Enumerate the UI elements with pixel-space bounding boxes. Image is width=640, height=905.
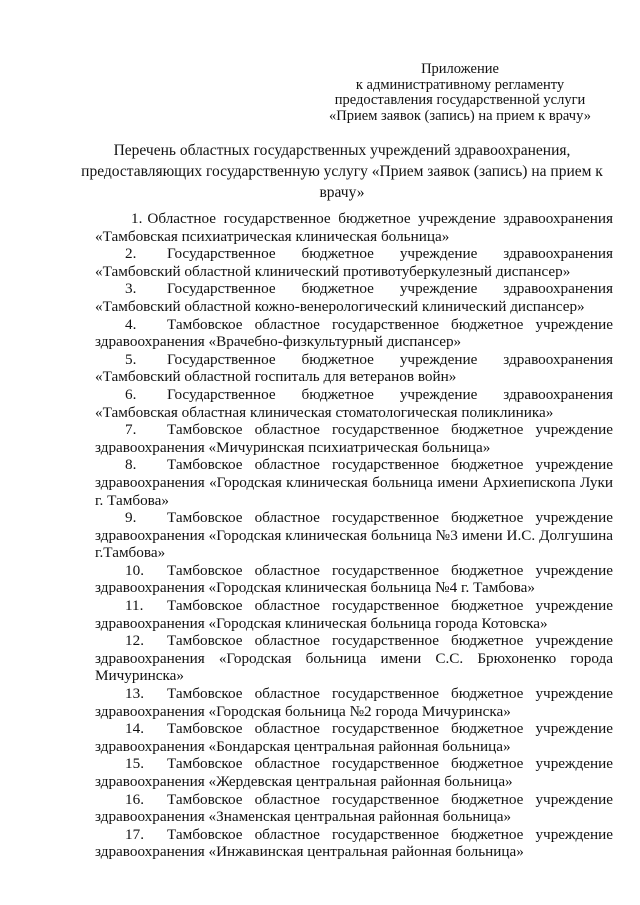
institution-list xyxy=(95,210,613,861)
list-item xyxy=(95,826,613,861)
appendix-line: предоставления государственной услуги xyxy=(334,92,586,108)
list-item-text: Областное государственное бюджетное учреждение здравоохранения «Тамбовская психиатрическая клиническая больница» xyxy=(95,210,613,245)
list-item xyxy=(95,755,613,790)
list-item-text: Тамбовское областное государственное бюджетное учреждение здравоохранения «Городская клиническая больница №3 имени И.С. Долгушина г.Тамбова» xyxy=(95,509,613,562)
list-item-text: Тамбовское областное государственное бюджетное учреждение здравоохранения «Бондарская центральная районная больница» xyxy=(95,720,613,755)
list-item-number: 6. xyxy=(125,385,137,403)
list-item-number: 16. xyxy=(125,790,144,808)
list-item-text: Тамбовское областное государственное бюджетное учреждение здравоохранения «Жердевская центральная районная больница» xyxy=(95,755,613,790)
list-item-text: Тамбовское областное государственное бюджетное учреждение здравоохранения «Мичуринская психиатрическая больница» xyxy=(95,421,613,456)
list-item-number: 1. xyxy=(131,210,143,227)
list-item-number: 12. xyxy=(125,632,144,650)
list-item-text: Тамбовское областное государственное бюджетное учреждение здравоохранения «Инжавинская центральная районная больница» xyxy=(95,825,613,861)
list-item xyxy=(95,280,613,315)
list-item-number: 4. xyxy=(125,315,137,333)
list-item-number: 11. xyxy=(125,597,144,615)
appendix-line: к административному регламенту xyxy=(355,76,565,93)
list-item-number: 13. xyxy=(125,685,144,703)
list-item xyxy=(95,720,613,755)
appendix-header xyxy=(300,62,620,124)
list-item-number: 5. xyxy=(125,350,137,368)
list-item-text: Тамбовское областное государственное бюджетное учреждение здравоохранения «Врачебно-физкультурный диспансер» xyxy=(95,315,613,351)
list-item xyxy=(95,351,613,386)
list-item-number: 3. xyxy=(125,280,137,298)
list-item-number: 10. xyxy=(125,561,144,579)
list-item-text: Государственное бюджетное учреждение здравоохранения «Тамбовский областной кожно-венерологический клинический диспансер» xyxy=(95,280,613,315)
appendix-line: «Прием заявок (запись) на прием к врачу» xyxy=(329,107,591,124)
list-item xyxy=(95,632,613,685)
list-item xyxy=(95,456,613,509)
list-item-text: Государственное бюджетное учреждение здравоохранения «Тамбовский областной клинический противотуберкулезный диспансер» xyxy=(95,245,613,280)
list-item-number: 17. xyxy=(125,825,144,843)
list-item xyxy=(95,597,613,632)
list-item-number: 2. xyxy=(125,245,137,263)
appendix-line: Приложение xyxy=(421,61,499,77)
list-item xyxy=(95,791,613,826)
list-item-text: Тамбовское областное государственное бюджетное учреждение здравоохранения «Городская клиническая больница №4 г. Тамбова» xyxy=(95,561,613,597)
list-item-text: Тамбовское областное государственное бюджетное учреждение здравоохранения «Знаменская центральная районная больница» xyxy=(95,790,613,826)
list-item xyxy=(95,210,613,245)
list-item xyxy=(95,245,613,280)
list-item xyxy=(95,316,613,351)
list-item-text: Государственное бюджетное учреждение здравоохранения «Тамбовская областная клиническая стоматологическая поликлиника» xyxy=(95,385,613,421)
list-item xyxy=(95,509,613,562)
list-item xyxy=(95,685,613,720)
list-item xyxy=(95,386,613,421)
list-item-number: 8. xyxy=(125,456,137,474)
list-item xyxy=(95,421,613,456)
list-item-text: Государственное бюджетное учреждение здравоохранения «Тамбовский областной госпиталь для ветеранов войн» xyxy=(95,350,613,386)
list-item-text: Тамбовское областное государственное бюджетное учреждение здравоохранения «Городская клиническая больница города Котовска» xyxy=(95,597,613,632)
list-item-number: 7. xyxy=(125,421,137,439)
list-item xyxy=(95,562,613,597)
list-item-number: 9. xyxy=(125,509,137,527)
list-item-text: Тамбовское областное государственное бюджетное учреждение здравоохранения «Городская больница имени С.С. Брюхоненко города Мичуринска» xyxy=(95,632,613,685)
document-title: Перечень областных государственных учреждений здравоохранения, предоставляющих государственную услугу «Прием заявок (запись) на прием к врачу» xyxy=(81,142,603,201)
list-item-text: Тамбовское областное государственное бюджетное учреждение здравоохранения «Городская клиническая больница имени Архиепископа Луки г. Тамбова» xyxy=(95,456,613,509)
list-item-text: Тамбовское областное государственное бюджетное учреждение здравоохранения «Городская больница №2 города Мичуринска» xyxy=(95,685,613,720)
list-item-number: 15. xyxy=(125,755,144,773)
list-item-number: 14. xyxy=(125,720,144,738)
